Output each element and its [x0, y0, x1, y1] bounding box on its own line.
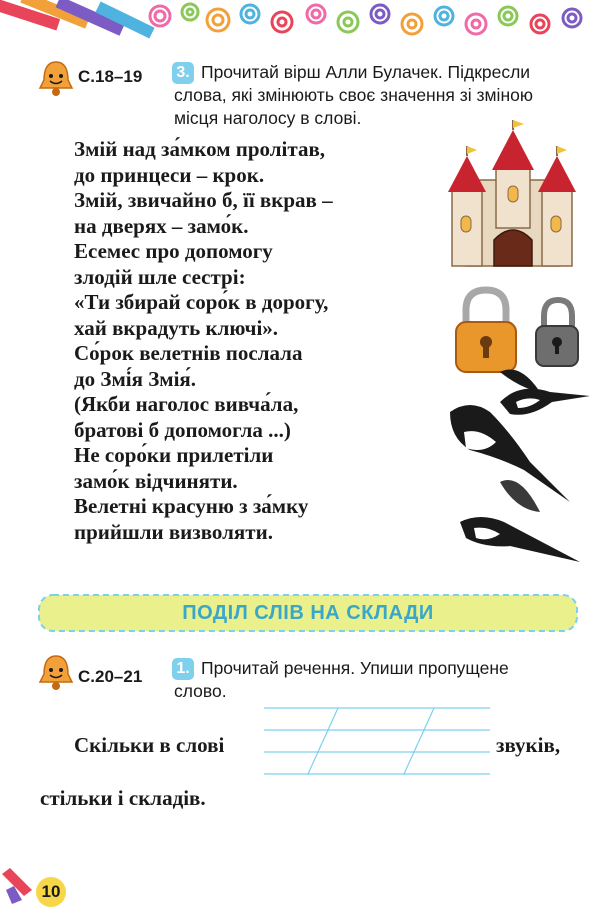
- task-instruction-line-1: Прочитай речення. Упиши пропущене: [201, 658, 509, 678]
- poem-line: злодій шле сестрі:: [74, 264, 246, 289]
- magpie-bottom: [460, 480, 580, 562]
- poem-line: Змій над за́мком пролітав,: [74, 137, 326, 161]
- sentence-end: звуків,: [496, 733, 561, 757]
- poem-line: братові б допомогла ...): [74, 417, 291, 442]
- pencils-decoration: [0, 0, 155, 39]
- poem-line: хай вкрадуть ключі».: [74, 315, 279, 340]
- poem-line: на дверях – замо́к.: [74, 213, 249, 238]
- section-title: ПОДІЛ СЛІВ НА СКЛАДИ: [182, 602, 434, 624]
- decorative-header-band: [0, 0, 600, 50]
- bell-icon: [36, 652, 76, 692]
- poem-line: до принцеси – крок.: [74, 162, 265, 187]
- page-reference: С.20–21: [78, 667, 143, 686]
- poem-line: прийшли визволяти.: [74, 519, 273, 544]
- poem-line: Велетні красуню з за́мку: [74, 494, 309, 518]
- task-number-badge: 3.: [172, 62, 194, 84]
- poem-line: Со́рок велетнів послала: [74, 341, 303, 365]
- poem-line: Змій, звичайно б, її вкрав –: [74, 188, 333, 212]
- sentence-start: Скільки в слові: [74, 733, 225, 757]
- magpies-illustration: [440, 362, 590, 572]
- poem-line: «Ти збирай соро́к в дорогу,: [74, 290, 329, 314]
- swirl-decoration: [150, 4, 581, 34]
- castle-illustration: [446, 120, 580, 270]
- poem-line: замо́к відчиняти.: [74, 468, 238, 493]
- poem: [74, 137, 333, 545]
- task-instruction-line-2: слова, які змінюють своє значення зі зміною: [174, 85, 533, 105]
- poem-line: Не соро́ки прилетіли: [74, 443, 274, 467]
- task-instruction-line-1: Прочитай вірш Алли Булачек. Підкресли: [201, 62, 531, 82]
- magpie-top: [500, 370, 590, 415]
- sentence-line-2: стільки і складів.: [40, 786, 206, 810]
- task-instruction-line-3: місця наголосу в слові.: [174, 108, 362, 128]
- poem-line: Есемес про допомогу: [74, 239, 273, 263]
- poem-line: до Змі́я Змія́.: [74, 366, 197, 391]
- answer-writing-lines[interactable]: [264, 706, 490, 778]
- task-instruction-line-2: слово.: [174, 681, 227, 701]
- poem-line: (Якби наголос вивча́ла,: [74, 392, 299, 416]
- page-reference: С.18–19: [78, 67, 143, 86]
- page-number: 10: [36, 877, 66, 907]
- bell-icon: [36, 58, 76, 98]
- task-number-badge: 1.: [172, 658, 194, 680]
